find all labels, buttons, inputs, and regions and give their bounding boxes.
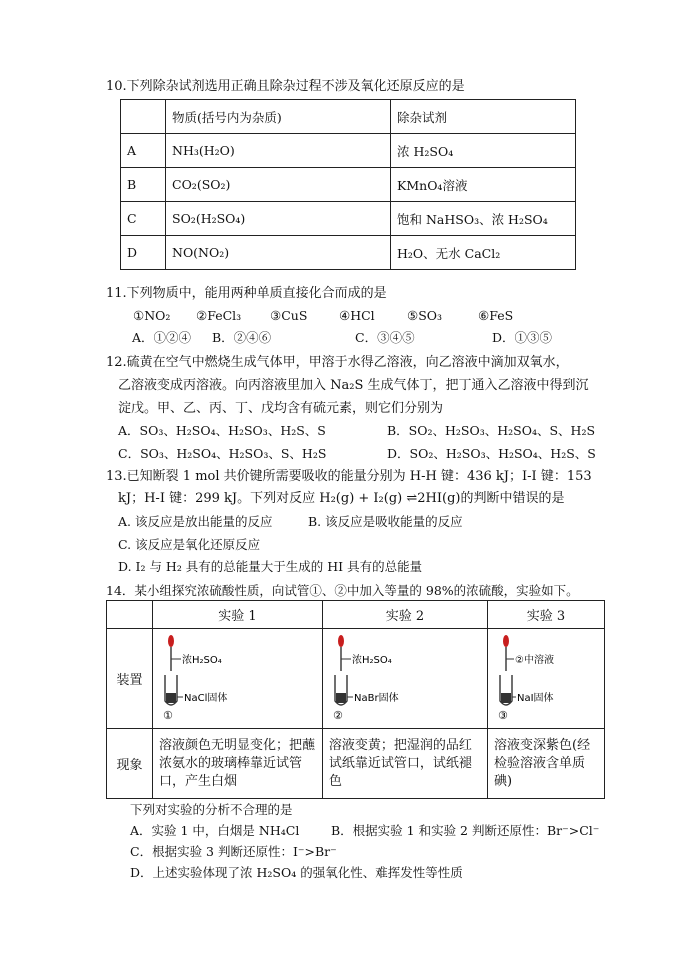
row-label: C [121,202,166,236]
option-c: C. 该反应是氧化还原反应 [118,537,261,552]
q14-ask: 下列对实验的分析不合理的是 [130,802,293,817]
option-a: A．实验 1 中，白烟是 NH₄Cl [130,823,300,838]
row-label: 现象 [107,729,153,799]
phenomenon-cell [322,729,487,799]
table-row [107,629,605,729]
q11-item: ⑥FeS [478,308,514,323]
table-header: 物质(括号内为杂质) [166,100,391,134]
substance-cell: CO₂(SO₂) [166,168,391,202]
q14-table [106,600,605,799]
row-label: D [121,236,166,270]
phenomenon-cell [488,729,605,799]
table-row [121,202,576,236]
apparatus-cell [488,629,605,729]
dropper-label: 浓H₂SO₄ [181,654,222,666]
q10-stem: 10.下列除杂试剂选用正确且除杂过程不涉及氧化还原反应的是 [106,79,465,94]
q11-stem: 11.下列物质中，能用两种单质直接化合而成的是 [106,286,387,301]
tube-number: ③ [498,708,508,722]
solid-label: NaI固体 [517,692,554,704]
table-row [121,134,576,168]
row-label: 装置 [107,629,153,729]
q11-item: ②FeCl₃ [196,308,242,323]
option-b: B．SO₂、H₂SO₃、H₂SO₄、S、H₂S [387,423,596,438]
reagent-cell: 饱和 NaHSO₃、浓 H₂SO₄ [391,202,576,236]
substance-cell: NH₃(H₂O) [166,134,391,168]
table-header: 除杂试剂 [391,100,576,134]
substance-cell: SO₂(H₂SO₄) [166,202,391,236]
option-c: C．根据实验 3 判断还原性：I⁻>Br⁻ [130,844,337,859]
table-header: 实验 2 [322,601,487,629]
option-b: B．根据实验 1 和实验 2 判断还原性：Br⁻>Cl⁻ [331,823,600,838]
option-d: D．①③⑤ [492,330,553,345]
option-d: D. I₂ 与 H₂ 具有的总能量大于生成的 HI 具有的总能量 [118,559,423,574]
q11-item: ⑤SO₃ [407,308,443,323]
dropper-label: ②中溶液 [515,654,554,666]
q12-line: 淀戊。甲、乙、丙、丁、戊均含有硫元素，则它们分别为 [118,401,444,416]
q11-item: ③CuS [270,308,308,323]
q13-line: kJ；H-I 键：299 kJ。下列对反应 H₂(g) + I₂(g) ⇌2HI(g)的判断中错误的是 [118,491,565,506]
tube-number: ② [332,708,343,722]
substance-cell: NO(NO₂) [166,236,391,270]
phenomenon-text: 溶液变深紫色(经检验溶液含单质碘) [494,737,591,789]
table-header: 实验 3 [488,601,605,629]
reagent-cell: KMnO₄溶液 [391,168,576,202]
table-row [107,601,605,629]
table-row [107,729,605,799]
row-label: A [121,134,166,168]
apparatus-2-icon [329,631,475,723]
table-row [121,168,576,202]
option-a: A．SO₃、H₂SO₄、H₂SO₃、H₂S、S [118,423,326,438]
option-c: C．SO₃、H₂SO₄、H₂SO₃、S、H₂S [118,446,327,461]
apparatus-cell [322,629,487,729]
solid-label: NaBr固体 [353,692,399,704]
dropper-label: 浓H₂SO₄ [351,654,392,666]
table-header: 实验 1 [152,601,322,629]
option-a: A．①②④ [132,330,192,345]
q11-item: ④HCl [339,308,375,323]
reagent-cell: 浓 H₂SO₄ [391,134,576,168]
tube-number: ① [162,708,173,722]
q11-item: ①NO₂ [133,308,171,323]
q10-table [120,99,576,270]
table-row [121,236,576,270]
apparatus-1-icon [159,631,309,723]
option-b: B．②④⑥ [212,330,272,345]
table-cell [107,601,153,629]
q12-line: 12.硫黄在空气中燃烧生成气体甲，甲溶于水得乙溶液，向乙溶液中滴加双氧水， [106,355,569,370]
q12-line: 乙溶液变成丙溶液。向丙溶液里加入 Na₂S 生成气体丁，把丁通入乙溶液中得到沉 [118,378,589,393]
option-d: D．SO₂、H₂SO₃、H₂SO₄、H₂S、S [387,446,596,461]
solid-label: NaCl固体 [183,692,228,704]
reagent-cell: H₂O、无水 CaCl₂ [391,236,576,270]
option-d: D．上述实验体现了浓 H₂SO₄ 的强氧化性、难挥发性等性质 [130,865,463,880]
phenomenon-cell [152,729,322,799]
row-label: B [121,168,166,202]
option-b: B. 该反应是吸收能量的反应 [308,514,463,529]
phenomenon-text: 溶液变黄；把湿润的品红试纸靠近试管口，试纸褪色 [328,737,472,789]
q13-line: 13.已知断裂 1 mol 共价键所需要吸收的能量分别为 H-H 键：436 kJ；I-I 键：153 [106,469,592,484]
apparatus-3-icon [494,631,598,723]
option-a: A. 该反应是放出能量的反应 [118,514,273,529]
option-c: C．③④⑤ [355,330,415,345]
table-cell [121,100,166,134]
apparatus-cell [152,629,322,729]
q14-stem: 14．某小组探究浓硫酸性质，向试管①、②中加入等量的 98%的浓硫酸，实验如下。 [106,583,579,598]
table-row [121,100,576,134]
phenomenon-text: 溶液颜色无明显变化；把蘸浓氨水的玻璃棒靠近试管口，产生白烟 [158,737,315,789]
